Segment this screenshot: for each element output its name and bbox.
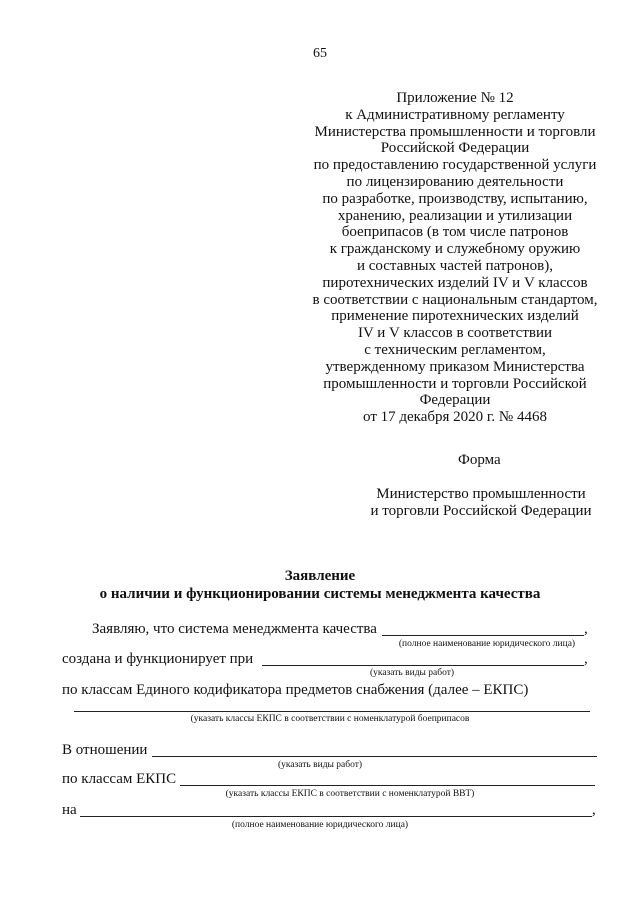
appendix-line: по лицензированию деятельности: [346, 173, 564, 190]
appendix-line: промышленности и торговли Российской: [323, 375, 587, 392]
appendix-line: Федерации: [419, 392, 491, 409]
appendix-line: по предоставлению государственной услуги: [313, 157, 597, 174]
addressee-line-2: и торговли Российской Федерации: [370, 503, 592, 519]
work-types-caption: (указать виды работ): [369, 668, 455, 678]
appendix-line: к гражданскому и служебному оружию: [329, 241, 581, 258]
legal-entity-name-caption: (полное наименование юридического лица): [231, 820, 409, 830]
appendix-line: с техническим регламентом,: [364, 341, 546, 358]
for-text: на: [62, 802, 77, 818]
appendix-line: хранению, реализации и утилизации: [337, 207, 573, 224]
appendix-line: Министерства промышленности и торговли: [314, 123, 596, 140]
organization-name-field[interactable]: [382, 635, 584, 636]
addressee: [356, 486, 606, 520]
statement-text: Заявляю, что система менеджмента качества: [92, 621, 377, 637]
regarding-work-types-caption: (указать виды работ): [277, 760, 363, 770]
legal-entity-name-field[interactable]: [80, 816, 592, 817]
comma: ,: [584, 621, 588, 637]
created-text: создана и функционирует при: [62, 651, 254, 667]
ekps-classes-text: по классам Единого кодификатора предметов снабжения (далее – ЕКПС): [62, 682, 529, 698]
appendix-line: применение пиротехнических изделий: [331, 308, 579, 325]
appendix-line: пиротехнических изделий IV и V классов: [322, 274, 588, 291]
ekps-vvt-classes-field[interactable]: [180, 785, 595, 786]
appendix-line: по разработке, производству, испытанию,: [322, 190, 588, 207]
appendix-line: Российской Федерации: [380, 140, 530, 157]
regarding-text: В отношении: [62, 742, 148, 758]
ekps-classes-label: по классам ЕКПС: [62, 771, 177, 787]
appendix-line: Приложение № 12: [396, 90, 514, 106]
page-number: 65: [313, 46, 327, 61]
document-title: Заявление: [284, 568, 356, 584]
comma: ,: [584, 651, 588, 667]
document-subtitle: о наличии и функционировании системы менеджмента качества: [99, 586, 541, 602]
appendix-line: IV и V классов в соответствии: [357, 325, 553, 342]
comma: ,: [592, 802, 596, 818]
appendix-line: к Административному регламенту: [345, 106, 565, 123]
regarding-work-types-field[interactable]: [152, 756, 597, 757]
organization-name-caption: (полное наименование юридического лица): [398, 639, 576, 649]
work-types-field[interactable]: [262, 665, 584, 666]
appendix-line: утвержденному приказом Министерства: [325, 358, 585, 375]
appendix-line: от 17 декабря 2020 г. № 4468: [363, 409, 547, 426]
ekps-ammunition-caption: (указать классы ЕКПС в соответствии с номенклатурой боеприпасов: [190, 714, 470, 724]
addressee-line-1: Министерство промышленности: [376, 486, 586, 502]
ekps-ammunition-classes-field[interactable]: [74, 711, 590, 712]
appendix-header: [305, 90, 605, 426]
ekps-vvt-caption: (указать классы ЕКПС в соответствии с номенклатурой ВВТ): [225, 789, 475, 799]
appendix-line: боеприпасов (в том числе патронов: [341, 224, 569, 241]
appendix-line: в соответствии с национальным стандартом,: [312, 291, 598, 308]
appendix-line: и составных частей патронов),: [356, 257, 554, 274]
form-label: Форма: [458, 452, 501, 468]
